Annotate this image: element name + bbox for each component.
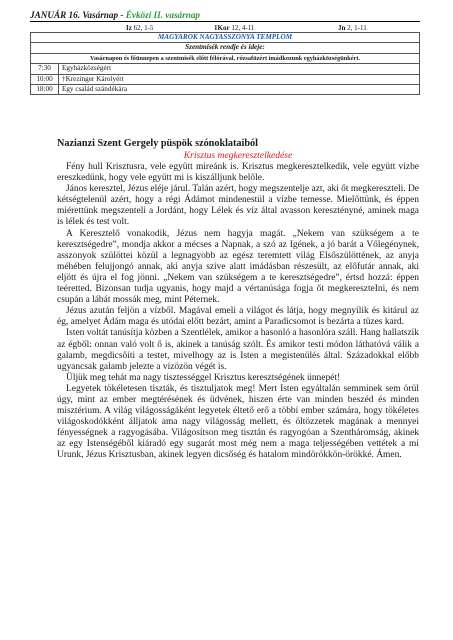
- note-row: [31, 53, 420, 63]
- mass-schedule-table: [30, 32, 420, 95]
- article-title: Nazianzi Szent Gergely püspök szónoklataiból: [57, 138, 258, 149]
- article-body: [57, 162, 419, 462]
- reading-second-val: 12, 4-11: [229, 24, 255, 32]
- rosary-note: Vasárnapon és főünnepen a szentmisék előtt félórával, rózsafüzért imádkozunk egyházközségünkért.: [31, 53, 420, 63]
- mass-row: [31, 74, 420, 84]
- mass-time: 7:30: [31, 64, 59, 74]
- article-paragraph: Jézus azután feljön a vízből. Magával emeli a világot és látja, hogy megnyílik és kitárul az ég, amelyet Ádám maga és utódai előtt bezárt, amint a Paradicsomot is bezárta a tüzes kard.: [57, 306, 419, 328]
- reading-gospel-ref: Jn: [338, 24, 346, 32]
- church-name: MAGYAROK NAGYASSZONYA TEMPLOM: [31, 33, 420, 43]
- mass-intention: †Krezinger Károlyért: [59, 74, 420, 84]
- mass-intention: Egy család szándékára: [59, 85, 420, 95]
- mass-row: [31, 64, 420, 74]
- reading-second-ref: 1Kor: [214, 24, 230, 32]
- article-paragraph: A Keresztelő vonakodik, Jézus nem hagyja magát. „Nekem van szükségem a te keresztségedre”, mondja akkor a mécses a Napnak, a szó az Igének, a jó barát a Vőlegénynek, asszonyok szülöttei közül a legnagyobb az egész teremtett világ Elsőszülöttének, az anyja méhében felujjongó annak, aki anyja szíve alatt imádásban részesült, az előfutár annak, aki eljött és újra el fog jönni. „Nekem van szükségem a te keresztségedre”, értsd hozzá: éppen teéretted. Bizonsan tudja ugyanis, hogy majd a vértanúsága fogja őt megkereszteIni, és nem csupán a lábát mossák meg, mint Péternek.: [57, 228, 419, 306]
- mass-intention: Egyházközségért: [59, 64, 420, 74]
- article-paragraph: Isten voltát tanúsítja közben a Szentlélek, amikor a hasonló a hasonlóra száll. Hang hallatszik az égből: onnan való volt ő is, akinek a tanúság szólt. És amikor testi módon láthatóvá válik a galamb, megdicsőíti a testet, mivelhogy az is Isten a megistenülés által. Századokkal előbb ugyancsak galamb jelezte a vízözön végét is.: [57, 328, 420, 372]
- subtitle-row: [31, 43, 420, 53]
- article-paragraph: Fény hull Krisztusra, vele együtt mireánk is. Krisztus megkeresztelkedik, vele együtt vízbe ereszkedünk, hogy vele együtt mi is kiszálljunk belőle.: [57, 162, 419, 184]
- article-subtitle: Krisztus megkeresztelkedése: [183, 150, 293, 161]
- mass-time: 18:00: [31, 85, 59, 95]
- article-paragraph: Üljük meg tehát ma nagy tisztességgel Krisztus keresztségének ünnepét!: [66, 372, 341, 383]
- article-paragraph: Legyetek tökéletesen tiszták, és tisztuljatok meg! Mert Isten egyáltalán semminek sem örül úgy, mint az ember megtérésének és üdvének, hiszen érte van minden beszéd és minden misztérium. A világ világosságáként legyetek éltető erő a többi ember számára, hogy tökéletes világoskodókként álljatok ama nagy világosság mellett, és öltözzetek magának a mennyei fényességnek a ragyogásába. Világosítson meg tisztán és ragyogóan a Szentháromság, akinek az egy Istenségéből kiáradó egy sugarát most még nem a maga teljességében vettétek a mi Urunk, Jézus Krisztusban, akinek legyen dicsőség és hatalom mindörökkön-örökké. Ámen.: [57, 383, 419, 461]
- church-row: [31, 33, 420, 43]
- header-date: JANUÁR 16. Vasárnap -: [30, 10, 124, 20]
- mass-time: 10:00: [31, 74, 59, 84]
- mass-row: [31, 85, 420, 95]
- reading-first-val: 62, 1-5: [131, 24, 154, 32]
- header-feast: Évközi II. vasárnap: [123, 10, 201, 20]
- reading-first-ref: Iz: [126, 24, 132, 32]
- date-header: [30, 10, 420, 22]
- article-paragraph: János keresztel, Jézus eléje járul. Talán azért, hogy megszentelje azt, aki őt megkereszteli. De kétségtelenül azért, hogy a régi Ádámot mindenestül a vízbe temesse. Mielőttünk, és éppen miérettünk megszenteli a Jordánt, hogy Lélek és víz által avasson keresztényné, aminek maga is lélek és test volt.: [57, 184, 419, 228]
- schedule-subtitle: Szentmisék rendje és ideje:: [31, 43, 420, 53]
- reading-gospel-val: 2, 1-11: [345, 24, 367, 32]
- sermon-article: [57, 138, 419, 462]
